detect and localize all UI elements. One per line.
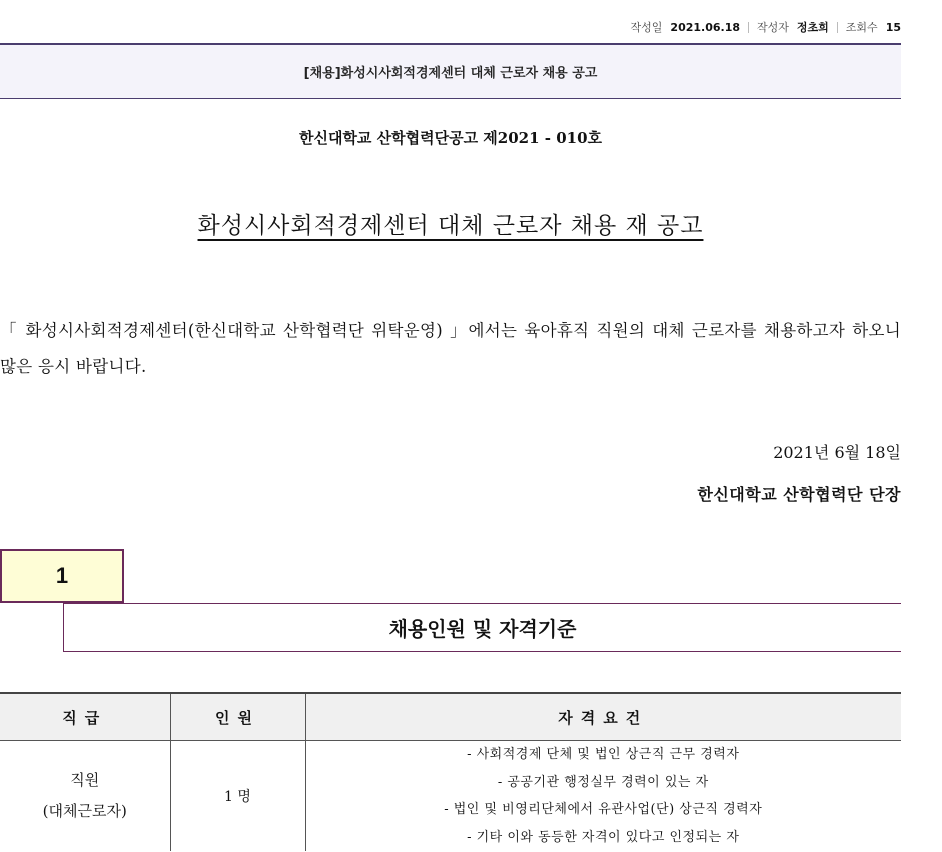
header-qualifications: 자격요건 <box>305 693 901 741</box>
notice-date: 2021년 6월 18일 <box>773 443 901 462</box>
notice-signer: 한신대학교 산학협력단 단장 <box>697 485 901 504</box>
views-value: 15 <box>885 20 901 34</box>
requirements-table <box>0 692 901 851</box>
views-label: 조회수 <box>845 21 878 34</box>
qualification-item: - 기타 이와 동등한 자격이 있다고 인정되는 자 <box>467 829 740 845</box>
header-count: 인원 <box>170 693 305 741</box>
meta-divider <box>748 22 749 33</box>
qualification-item: - 공공기관 행정실무 경력이 있는 자 <box>497 774 709 790</box>
table-row <box>0 741 901 852</box>
position-cell <box>0 741 170 852</box>
notice-heading-text: 화성시사회적경제센터 대체 근로자 채용 재 공고 <box>197 213 704 239</box>
section-number-box <box>0 549 124 603</box>
post-title-bar <box>0 43 901 99</box>
table-header-row <box>0 693 901 741</box>
qualification-item: - 법인 및 비영리단체에서 유관사업(단) 상근직 경력자 <box>444 802 763 817</box>
count-cell: 1 명 <box>170 741 305 852</box>
qualification-item: - 사회적경제 단체 및 법인 상근직 근무 경력자 <box>467 747 740 762</box>
section-number: 1 <box>55 563 69 588</box>
notice-number: 한신대학교 산학협력단공고 제2021 - 010호 <box>298 129 603 147</box>
qualifications-cell <box>305 741 901 852</box>
meta-divider <box>837 22 838 33</box>
section-title-box <box>63 603 901 652</box>
notice-heading <box>0 207 901 240</box>
date-label: 작성일 <box>630 21 663 34</box>
notice-body: 「 화성시사회적경제센터(한신대학교 산학협력단 위탁운영) 」에서는 육아휴직 직원의 대체 근로자를 채용하고자 하오니 많은 응시 바랍니다. <box>0 321 901 376</box>
date-value: 2021.06.18 <box>670 20 741 34</box>
section-title: 채용인원 및 자격기준 <box>388 617 577 641</box>
position-subtitle: (대체근로자) <box>42 802 127 820</box>
post-title: [채용]화성시사회적경제센터 대체 근로자 채용 공고 <box>303 66 598 81</box>
author-label: 작성자 <box>757 21 789 34</box>
position-title: 직원 <box>70 771 100 789</box>
author-value: 정초희 <box>796 21 829 34</box>
post-meta <box>631 19 901 35</box>
header-position: 직급 <box>0 693 170 741</box>
